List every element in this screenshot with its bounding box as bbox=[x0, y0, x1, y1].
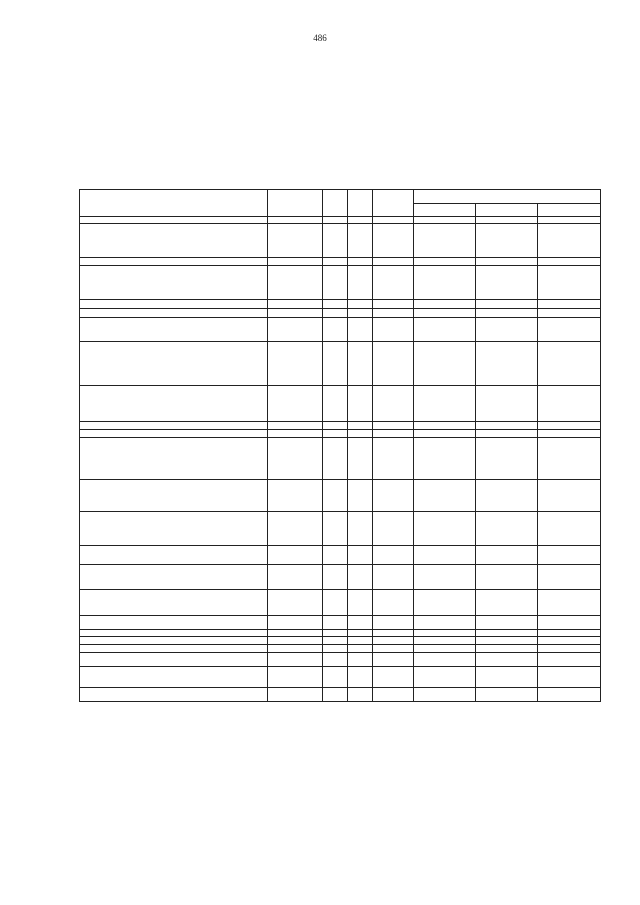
row-target-article bbox=[268, 300, 323, 309]
row-amount-2022 bbox=[538, 430, 601, 438]
row-name bbox=[80, 386, 268, 422]
row-target-article bbox=[268, 217, 323, 224]
row-amount-2022 bbox=[538, 667, 601, 688]
row-department bbox=[373, 546, 414, 565]
row-subsection bbox=[348, 258, 373, 266]
row-target-article bbox=[268, 258, 323, 266]
row-amount-2022 bbox=[538, 630, 601, 637]
row-section bbox=[323, 309, 348, 318]
row-department bbox=[373, 300, 414, 309]
row-target-article bbox=[268, 630, 323, 637]
table-row bbox=[80, 266, 601, 300]
row-amount-2020 bbox=[414, 342, 476, 386]
table-row bbox=[80, 422, 601, 430]
row-amount-2020 bbox=[414, 480, 476, 512]
row-subsection bbox=[348, 342, 373, 386]
header-target-article bbox=[268, 190, 323, 217]
row-amount-2020 bbox=[414, 438, 476, 480]
row-section bbox=[323, 546, 348, 565]
row-department bbox=[373, 224, 414, 258]
row-name bbox=[80, 480, 268, 512]
row-amount-2022 bbox=[538, 616, 601, 630]
row-section bbox=[323, 318, 348, 342]
row-name bbox=[80, 422, 268, 430]
row-amount-2021 bbox=[476, 645, 538, 653]
row-subsection bbox=[348, 224, 373, 258]
row-amount-2022 bbox=[538, 590, 601, 616]
row-target-article bbox=[268, 667, 323, 688]
table-row bbox=[80, 645, 601, 653]
row-subsection bbox=[348, 590, 373, 616]
row-department bbox=[373, 616, 414, 630]
row-section bbox=[323, 342, 348, 386]
row-amount-2021 bbox=[476, 224, 538, 258]
row-name bbox=[80, 342, 268, 386]
row-target-article bbox=[268, 616, 323, 630]
row-target-article bbox=[268, 546, 323, 565]
row-section bbox=[323, 438, 348, 480]
row-name bbox=[80, 266, 268, 300]
row-section bbox=[323, 645, 348, 653]
row-target-article bbox=[268, 266, 323, 300]
row-name bbox=[80, 546, 268, 565]
row-target-article bbox=[268, 422, 323, 430]
row-section bbox=[323, 430, 348, 438]
row-department bbox=[373, 590, 414, 616]
table-row bbox=[80, 653, 601, 667]
row-subsection bbox=[348, 512, 373, 546]
table-row bbox=[80, 309, 601, 318]
row-section bbox=[323, 480, 348, 512]
row-amount-2021 bbox=[476, 309, 538, 318]
row-amount-2021 bbox=[476, 590, 538, 616]
table-row bbox=[80, 386, 601, 422]
row-section bbox=[323, 258, 348, 266]
row-section bbox=[323, 512, 348, 546]
row-amount-2020 bbox=[414, 217, 476, 224]
row-amount-2022 bbox=[538, 224, 601, 258]
row-amount-2022 bbox=[538, 653, 601, 667]
row-amount-2021 bbox=[476, 422, 538, 430]
table-row bbox=[80, 565, 601, 590]
row-department bbox=[373, 653, 414, 667]
row-amount-2021 bbox=[476, 430, 538, 438]
row-name bbox=[80, 565, 268, 590]
row-section bbox=[323, 616, 348, 630]
row-amount-2022 bbox=[538, 386, 601, 422]
table-row bbox=[80, 438, 601, 480]
table-row bbox=[80, 480, 601, 512]
row-target-article bbox=[268, 653, 323, 667]
row-subsection bbox=[348, 616, 373, 630]
row-section bbox=[323, 637, 348, 645]
row-amount-2021 bbox=[476, 565, 538, 590]
table-row bbox=[80, 590, 601, 616]
page-number: 486 bbox=[313, 33, 327, 43]
row-section bbox=[323, 565, 348, 590]
header-section bbox=[323, 190, 348, 217]
row-department bbox=[373, 480, 414, 512]
row-amount-2021 bbox=[476, 386, 538, 422]
row-section bbox=[323, 653, 348, 667]
row-department bbox=[373, 342, 414, 386]
row-section bbox=[323, 266, 348, 300]
row-section bbox=[323, 300, 348, 309]
row-amount-2022 bbox=[538, 565, 601, 590]
row-amount-2021 bbox=[476, 480, 538, 512]
row-amount-2022 bbox=[538, 300, 601, 309]
row-amount-2020 bbox=[414, 266, 476, 300]
row-amount-2021 bbox=[476, 616, 538, 630]
row-target-article bbox=[268, 438, 323, 480]
table-row bbox=[80, 512, 601, 546]
row-amount-2021 bbox=[476, 342, 538, 386]
table-row bbox=[80, 688, 601, 702]
row-amount-2020 bbox=[414, 590, 476, 616]
row-target-article bbox=[268, 318, 323, 342]
row-target-article bbox=[268, 224, 323, 258]
row-subsection bbox=[348, 637, 373, 645]
row-amount-2020 bbox=[414, 430, 476, 438]
row-subsection bbox=[348, 688, 373, 702]
row-amount-2020 bbox=[414, 645, 476, 653]
row-target-article bbox=[268, 590, 323, 616]
row-amount-2022 bbox=[538, 422, 601, 430]
row-department bbox=[373, 309, 414, 318]
row-subsection bbox=[348, 318, 373, 342]
row-amount-2022 bbox=[538, 258, 601, 266]
row-department bbox=[373, 512, 414, 546]
row-subsection bbox=[348, 480, 373, 512]
row-department bbox=[373, 386, 414, 422]
row-amount-2021 bbox=[476, 630, 538, 637]
row-target-article bbox=[268, 342, 323, 386]
row-department bbox=[373, 565, 414, 590]
table-row bbox=[80, 224, 601, 258]
row-subsection bbox=[348, 630, 373, 637]
row-amount-2022 bbox=[538, 512, 601, 546]
row-amount-2020 bbox=[414, 653, 476, 667]
row-amount-2022 bbox=[538, 266, 601, 300]
row-amount-2022 bbox=[538, 318, 601, 342]
row-amount-2021 bbox=[476, 217, 538, 224]
header-year-2020 bbox=[414, 204, 476, 217]
table-row bbox=[80, 546, 601, 565]
row-department bbox=[373, 422, 414, 430]
row-name bbox=[80, 645, 268, 653]
header-sum bbox=[414, 190, 601, 204]
row-amount-2020 bbox=[414, 300, 476, 309]
row-amount-2020 bbox=[414, 616, 476, 630]
row-amount-2020 bbox=[414, 309, 476, 318]
budget-table bbox=[79, 189, 601, 702]
header-name bbox=[80, 190, 268, 217]
row-section bbox=[323, 386, 348, 422]
row-amount-2021 bbox=[476, 318, 538, 342]
row-name bbox=[80, 653, 268, 667]
table-row bbox=[80, 630, 601, 637]
row-amount-2022 bbox=[538, 217, 601, 224]
row-subsection bbox=[348, 386, 373, 422]
row-subsection bbox=[348, 438, 373, 480]
row-amount-2021 bbox=[476, 637, 538, 645]
row-subsection bbox=[348, 309, 373, 318]
table-row bbox=[80, 430, 601, 438]
row-subsection bbox=[348, 565, 373, 590]
row-subsection bbox=[348, 300, 373, 309]
row-department bbox=[373, 645, 414, 653]
row-subsection bbox=[348, 667, 373, 688]
table-row bbox=[80, 616, 601, 630]
row-amount-2021 bbox=[476, 546, 538, 565]
row-section bbox=[323, 422, 348, 430]
row-amount-2021 bbox=[476, 438, 538, 480]
row-amount-2022 bbox=[538, 688, 601, 702]
row-name bbox=[80, 590, 268, 616]
row-amount-2021 bbox=[476, 667, 538, 688]
row-name bbox=[80, 309, 268, 318]
row-name bbox=[80, 258, 268, 266]
row-target-article bbox=[268, 688, 323, 702]
row-subsection bbox=[348, 546, 373, 565]
row-name bbox=[80, 512, 268, 546]
table-row bbox=[80, 342, 601, 386]
table-row bbox=[80, 318, 601, 342]
row-target-article bbox=[268, 309, 323, 318]
row-target-article bbox=[268, 480, 323, 512]
table-row bbox=[80, 667, 601, 688]
row-amount-2021 bbox=[476, 688, 538, 702]
row-name bbox=[80, 616, 268, 630]
row-name bbox=[80, 217, 268, 224]
table-body bbox=[80, 217, 601, 702]
row-amount-2020 bbox=[414, 688, 476, 702]
row-department bbox=[373, 217, 414, 224]
row-amount-2022 bbox=[538, 438, 601, 480]
row-subsection bbox=[348, 217, 373, 224]
row-section bbox=[323, 630, 348, 637]
row-name bbox=[80, 430, 268, 438]
row-amount-2021 bbox=[476, 300, 538, 309]
row-section bbox=[323, 590, 348, 616]
row-name bbox=[80, 630, 268, 637]
row-department bbox=[373, 266, 414, 300]
row-target-article bbox=[268, 512, 323, 546]
row-department bbox=[373, 688, 414, 702]
row-department bbox=[373, 667, 414, 688]
row-name bbox=[80, 667, 268, 688]
row-subsection bbox=[348, 430, 373, 438]
row-amount-2022 bbox=[538, 480, 601, 512]
row-section bbox=[323, 688, 348, 702]
row-amount-2020 bbox=[414, 546, 476, 565]
row-amount-2022 bbox=[538, 546, 601, 565]
row-amount-2022 bbox=[538, 645, 601, 653]
row-department bbox=[373, 630, 414, 637]
row-subsection bbox=[348, 653, 373, 667]
row-amount-2021 bbox=[476, 512, 538, 546]
row-amount-2020 bbox=[414, 422, 476, 430]
row-subsection bbox=[348, 422, 373, 430]
row-amount-2020 bbox=[414, 565, 476, 590]
row-subsection bbox=[348, 645, 373, 653]
row-name bbox=[80, 318, 268, 342]
row-name bbox=[80, 637, 268, 645]
row-target-article bbox=[268, 386, 323, 422]
row-amount-2020 bbox=[414, 258, 476, 266]
row-amount-2021 bbox=[476, 258, 538, 266]
row-name bbox=[80, 688, 268, 702]
row-amount-2022 bbox=[538, 309, 601, 318]
table-row bbox=[80, 300, 601, 309]
row-department bbox=[373, 318, 414, 342]
row-amount-2020 bbox=[414, 386, 476, 422]
row-amount-2020 bbox=[414, 637, 476, 645]
row-target-article bbox=[268, 565, 323, 590]
table-row bbox=[80, 258, 601, 266]
row-amount-2021 bbox=[476, 266, 538, 300]
row-department bbox=[373, 258, 414, 266]
row-amount-2020 bbox=[414, 667, 476, 688]
header-year-2022 bbox=[538, 204, 601, 217]
row-name bbox=[80, 224, 268, 258]
row-section bbox=[323, 224, 348, 258]
row-name bbox=[80, 300, 268, 309]
row-target-article bbox=[268, 637, 323, 645]
header-subsection bbox=[348, 190, 373, 217]
row-amount-2020 bbox=[414, 512, 476, 546]
row-target-article bbox=[268, 645, 323, 653]
row-amount-2020 bbox=[414, 630, 476, 637]
row-amount-2022 bbox=[538, 342, 601, 386]
row-subsection bbox=[348, 266, 373, 300]
table-row bbox=[80, 217, 601, 224]
header-year-2021 bbox=[476, 204, 538, 217]
row-department bbox=[373, 637, 414, 645]
row-section bbox=[323, 667, 348, 688]
table-row bbox=[80, 637, 601, 645]
row-target-article bbox=[268, 430, 323, 438]
row-amount-2022 bbox=[538, 637, 601, 645]
row-amount-2020 bbox=[414, 318, 476, 342]
row-department bbox=[373, 430, 414, 438]
row-section bbox=[323, 217, 348, 224]
row-name bbox=[80, 438, 268, 480]
row-amount-2020 bbox=[414, 224, 476, 258]
row-amount-2021 bbox=[476, 653, 538, 667]
header-department bbox=[373, 190, 414, 217]
row-department bbox=[373, 438, 414, 480]
